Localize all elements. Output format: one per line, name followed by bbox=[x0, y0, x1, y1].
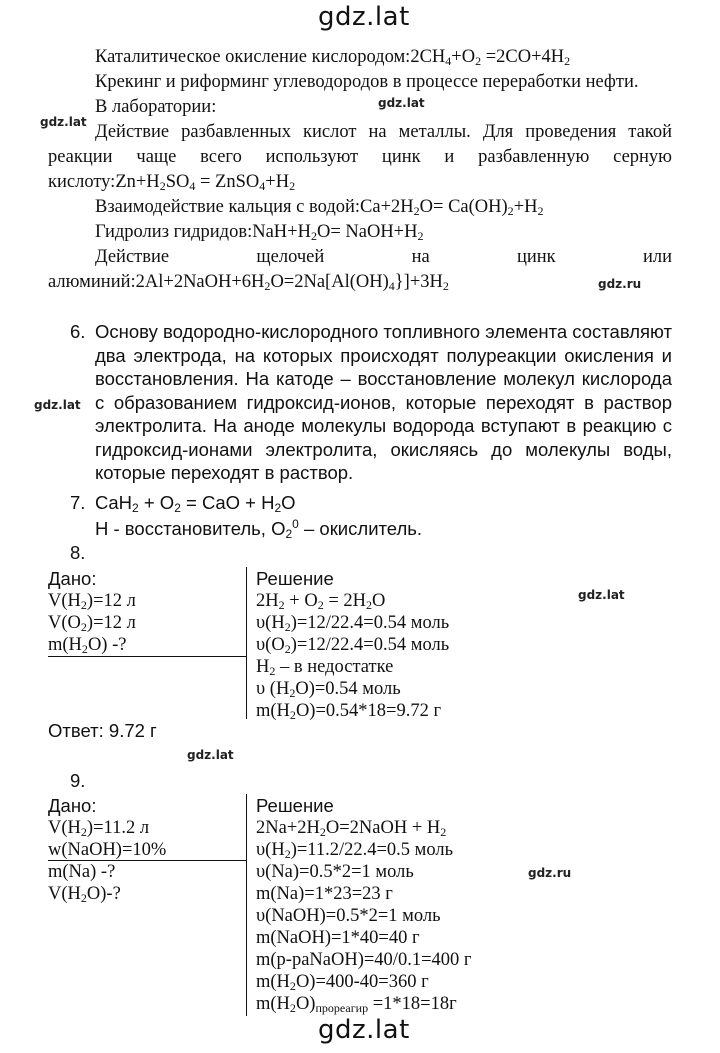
item-8-solution-3: $\upsilon(O_2)=12/22.4=0.54$ моль bbox=[256, 635, 450, 656]
catalytic-oxidation-line: Каталитическое окисление $кислородом:2CH_4+O_2 =2CO+4H_2$ bbox=[95, 47, 571, 68]
lab-heading: В лаборатории: bbox=[95, 97, 217, 117]
item-6-number: 6. bbox=[70, 321, 86, 342]
item-8-given-1: $V(H_2)=12$ л bbox=[48, 591, 136, 612]
item-9-divider bbox=[246, 794, 247, 1016]
item-8-answer: Ответ: 9.72 г bbox=[48, 720, 157, 741]
item-9-solution-3: υ(Na)=0.5*2=1 моль bbox=[256, 862, 414, 882]
item-7-number: 7. bbox=[70, 492, 86, 513]
watermark-small: gdz.lat bbox=[378, 96, 425, 110]
watermark-small: gdz.lat bbox=[34, 398, 81, 412]
alkali-line-2: $алюминий:2Al+2NaOH+6H_2O=2Na[Al(OH)_4\}]+3H_2$ bbox=[48, 272, 449, 293]
item-9-solution-4: m(Na)=1*23=23 г bbox=[256, 884, 393, 904]
item-8-given-2: $V(O_2)=12$ л bbox=[48, 613, 136, 634]
item-9-solution-header: Решение bbox=[256, 795, 334, 816]
watermark-small: gdz.ru bbox=[528, 866, 572, 880]
cracking-line: Крекинг и риформинг углеводородов в процессе переработки нефти. bbox=[95, 72, 639, 92]
acids-line-3: $кислоту:Zn+H_2SO_4$ = $ZnSO_4+H_2$ bbox=[48, 172, 296, 193]
item-8-given-rule bbox=[48, 656, 246, 657]
watermark-top: gdz.lat bbox=[318, 2, 410, 32]
item-9-given-2: w(NaOH)=10% bbox=[48, 840, 167, 860]
item-8-solution-6: $m(H_2O)=0.54*18=9.72$ г bbox=[256, 701, 442, 722]
watermark-small: gdz.lat bbox=[187, 748, 234, 762]
item-9-given-1: $V(H_2)=11.2$ л bbox=[48, 818, 150, 839]
watermark-small: gdz.lat bbox=[40, 115, 87, 129]
item-7-roles: H - восстановитель, $O_2^0$ – окислитель. bbox=[95, 516, 423, 541]
item-9-given-3: m(Na) -? bbox=[48, 862, 116, 882]
item-8-given-3: $m(H_2O)$ -? bbox=[48, 635, 127, 656]
alkali-line-1: Действие щелочей на цинк или bbox=[95, 247, 672, 267]
item-9-number: 9. bbox=[70, 770, 86, 791]
item-8-solution-4: $H_2$ – в недостатке bbox=[256, 657, 394, 678]
item-9-solution-8: $m(H_2O)=400-40=360$ г bbox=[256, 972, 429, 993]
item-9-solution-1: $2Na+2H_2O=2NaOH + H_2$ bbox=[256, 818, 447, 839]
item-9-solution-2: $\upsilon(H_2)=11.2/22.4=0.5$ моль bbox=[256, 840, 454, 861]
acids-line-2: реакции чаще всего используют цинк и разбавленную серную bbox=[48, 147, 672, 167]
item-9-solution-9: $m(H_2O)_{прореагир} =1*18=18г$ bbox=[256, 994, 457, 1015]
item-9-given-header: Дано: bbox=[48, 795, 97, 816]
item-6-text: Основу водородно-кислородного топливного элемента составляют два электрода, на которых происходят полуреакции окисления и восстановления. На катоде – восстановление молекул кислорода с образованием гидроксид-ионов, которые переходят в раствор электролита. На аноде молекулы водорода вступают в реакцию с гидроксид-ионами электролита, окисляясь до молекулы воды, которые переходят в раствор. bbox=[95, 321, 672, 483]
item-9-given-4: $V(H_2O)-$? bbox=[48, 884, 121, 905]
calcium-line: Взаимодействие кальция с $водой:Ca+2H_2O= Ca(OH)_2+H_2$ bbox=[95, 197, 544, 218]
item-8-given-header: Дано: bbox=[48, 568, 97, 589]
acids-line-1: Действие разбавленных кислот на металлы. Для проведения такой bbox=[95, 122, 672, 142]
watermark-small: gdz.ru bbox=[598, 277, 642, 291]
item-7-equation: $CaH_2 + O_2$ = CaO + $H_2O$ bbox=[95, 492, 296, 515]
item-8-solution-5: υ $(H_2O)=0.54$ моль bbox=[256, 679, 401, 700]
watermark-bottom: gdz.lat bbox=[318, 1015, 410, 1045]
item-9-solution-6: m(NaOH)=1*40=40 г bbox=[256, 928, 420, 948]
item-9-solution-5: υ(NaOH)=0.5*2=1 моль bbox=[256, 906, 441, 926]
item-8-number: 8. bbox=[70, 542, 86, 563]
item-8-solution-2: $\upsilon(H_2)=12/22.4=0.54$ моль bbox=[256, 613, 450, 634]
item-8-divider bbox=[246, 567, 247, 719]
item-8-solution-1: $2H_2 + O_2 = 2H_2O$ bbox=[256, 591, 386, 612]
hydrolysis-line: Гидролиз $гидридов:NaH+H_2O=$ $NaOH+H_2$ bbox=[95, 222, 424, 243]
watermark-small: gdz.lat bbox=[578, 588, 625, 602]
item-8-solution-header: Решение bbox=[256, 568, 334, 589]
item-9-solution-7: m(р-раNaOH)=40/0.1=400 г bbox=[256, 950, 472, 970]
